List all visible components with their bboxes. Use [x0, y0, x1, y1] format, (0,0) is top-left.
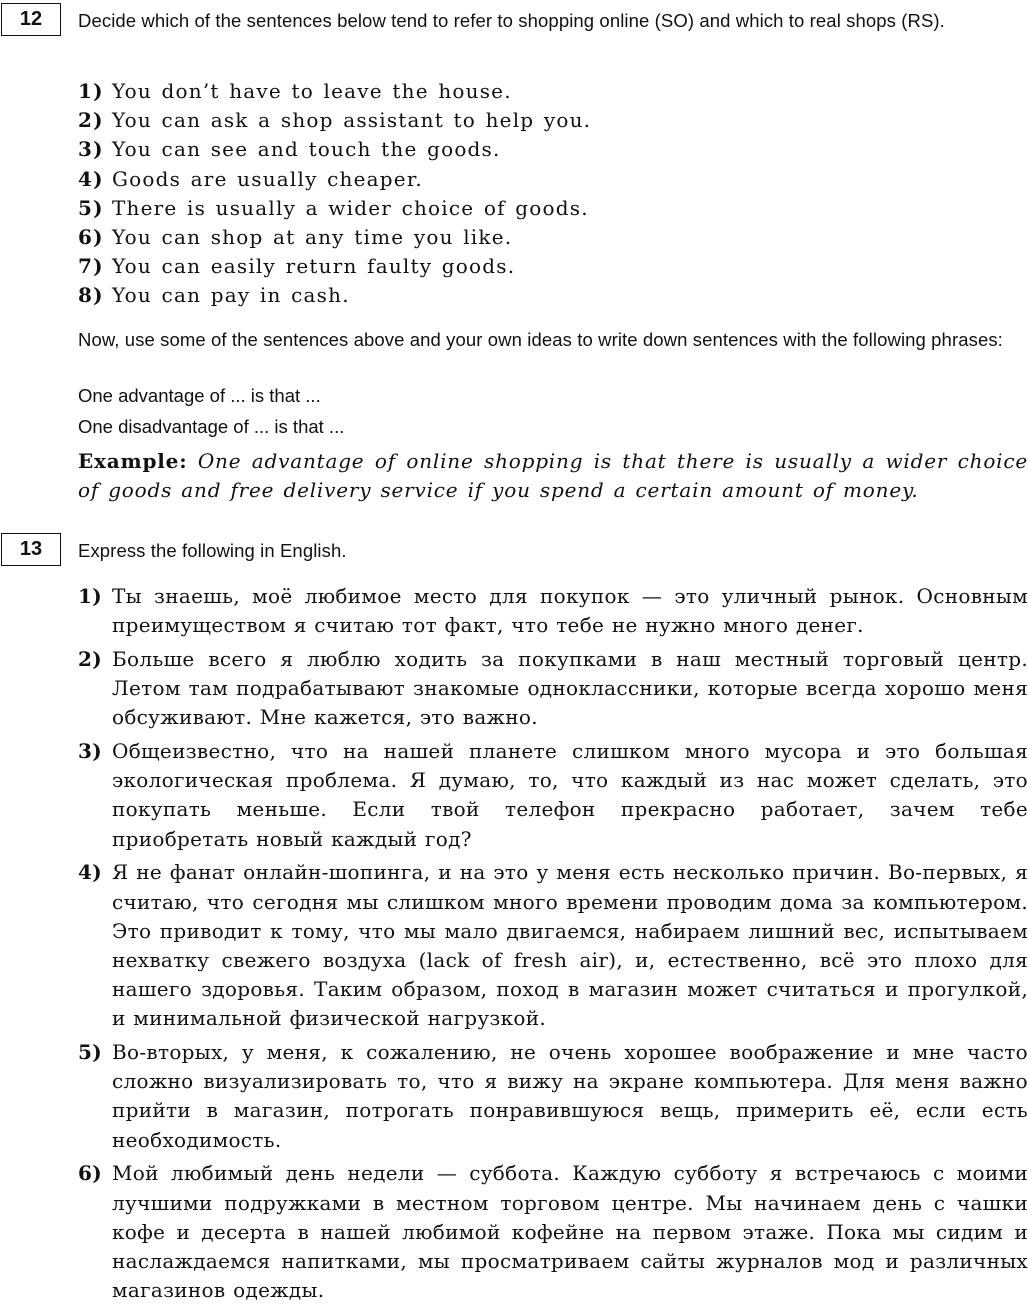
item-text: Общеизвестно, что на нашей планете слишком много мусора и это большая экологическая проблема. Я думаю, то, что каждый из нас может сделать, это покупать меньше. Если твой телефон прекрасно работает, зачем тебе приобретать новый каждый год?: [112, 739, 1028, 851]
list-item: [78, 77, 1028, 106]
list-item: [78, 223, 1028, 252]
item-text: You don’t have to leave the house.: [112, 79, 512, 103]
list-item: [78, 106, 1028, 135]
list-item: [78, 1159, 1028, 1305]
item-text: Ты знаешь, моё любимое место для покупок — это уличный рынок. Основным преимуществом я считаю тот факт, что тебе не нужно много денег.: [112, 584, 1028, 638]
item-text: You can ask a shop assistant to help you.: [112, 108, 592, 133]
item-text: You can easily return faulty goods.: [112, 254, 516, 279]
example-text: One advantage of online shopping is that there is usually a wider choice of goods and free delivery service if you spend a certain amount of money.: [78, 449, 1028, 502]
item-number: 4): [78, 860, 102, 885]
item-text: You can pay in cash.: [112, 283, 350, 308]
item-text: You can shop at any time you like.: [112, 224, 513, 249]
item-number: 6): [78, 224, 104, 249]
item-number: 5): [78, 1040, 102, 1065]
list-item: [78, 1038, 1028, 1155]
item-number: 1): [78, 584, 102, 608]
phrase-advantage: One advantage of ... is that ...: [78, 385, 321, 406]
task-12-instruction: Decide which of the sentences below tend to refer to shopping online (SO) and which to real shops (RS).: [78, 10, 945, 31]
list-item: [78, 135, 1028, 164]
list-item: [78, 737, 1028, 854]
item-text: Goods are usually cheaper.: [112, 166, 423, 191]
task-13-sentence-list: [78, 582, 1028, 1310]
item-number: 5): [78, 195, 104, 220]
list-item: [78, 281, 1028, 310]
example-paragraph: [78, 447, 1028, 505]
list-item: [78, 645, 1028, 733]
item-number: 2): [78, 108, 104, 133]
item-number: 7): [78, 254, 104, 279]
item-number: 3): [78, 137, 104, 162]
item-number: 3): [78, 739, 102, 764]
item-text: Во-вторых, у меня, к сожалению, не очень хорошее воображение и мне часто сложно визуализировать то, что я вижу на экране компьютера. Для меня важно прийти в магазин, потрогать понравившуюся вещь, примерить её, если есть необходимость.: [112, 1040, 1028, 1152]
item-number: 1): [78, 79, 104, 103]
list-item: [78, 252, 1028, 281]
item-number: 6): [78, 1161, 102, 1186]
item-number: 4): [78, 166, 104, 191]
task-number-12: 12: [1, 3, 61, 36]
example-label: Example:: [78, 449, 188, 473]
phrase-disadvantage: One disadvantage of ... is that ...: [78, 416, 345, 437]
list-item: [78, 165, 1028, 194]
item-number: 2): [78, 646, 102, 671]
item-text: There is usually a wider choice of goods.: [112, 195, 589, 220]
task-number-13: 13: [1, 533, 61, 566]
item-text: Я не фанат онлайн-шопинга, и на это у меня есть несколько причин. Во-первых, я считаю, что сегодня мы слишком много времени проводим дома за компьютером. Это приводит к тому, что мы мало двигаемся, набираем лишний вес, испытываем нехватку свежего воздуха (lack of fresh air), и, естественно, всё это плохо для нашего здоровья. Таким образом, поход в магазин может считаться и прогулкой, и минимальной физической нагрузкой.: [112, 860, 1028, 1031]
item-number: 8): [78, 283, 104, 308]
list-item: [78, 858, 1028, 1033]
list-item: [78, 194, 1028, 223]
item-text: Больше всего я люблю ходить за покупками в наш местный торговый центр. Летом там подрабатывают знакомые одноклассники, которые всегда хорошо меня обсуживают. Мне кажется, это важно.: [112, 646, 1028, 730]
item-text: Мой любимый день недели — суббота. Каждую субботу я встречаюсь с моими лучшими подружками в местном торговом центре. Мы начинаем день с чашки кофе и десерта в нашей любимой кофейне на первом этаже. Пока мы сидим и наслаждаемся напитками, мы просматриваем сайты журналов мод и различных магазинов одежды.: [112, 1161, 1028, 1303]
item-text: You can see and touch the goods.: [112, 137, 501, 162]
task-12-sentence-list: [78, 77, 1028, 311]
task-13-instruction: Express the following in English.: [78, 540, 347, 561]
task-12-followup: Now, use some of the sentences above and your own ideas to write down sentences with the following phrases:: [78, 329, 1003, 350]
list-item: [78, 582, 1028, 640]
